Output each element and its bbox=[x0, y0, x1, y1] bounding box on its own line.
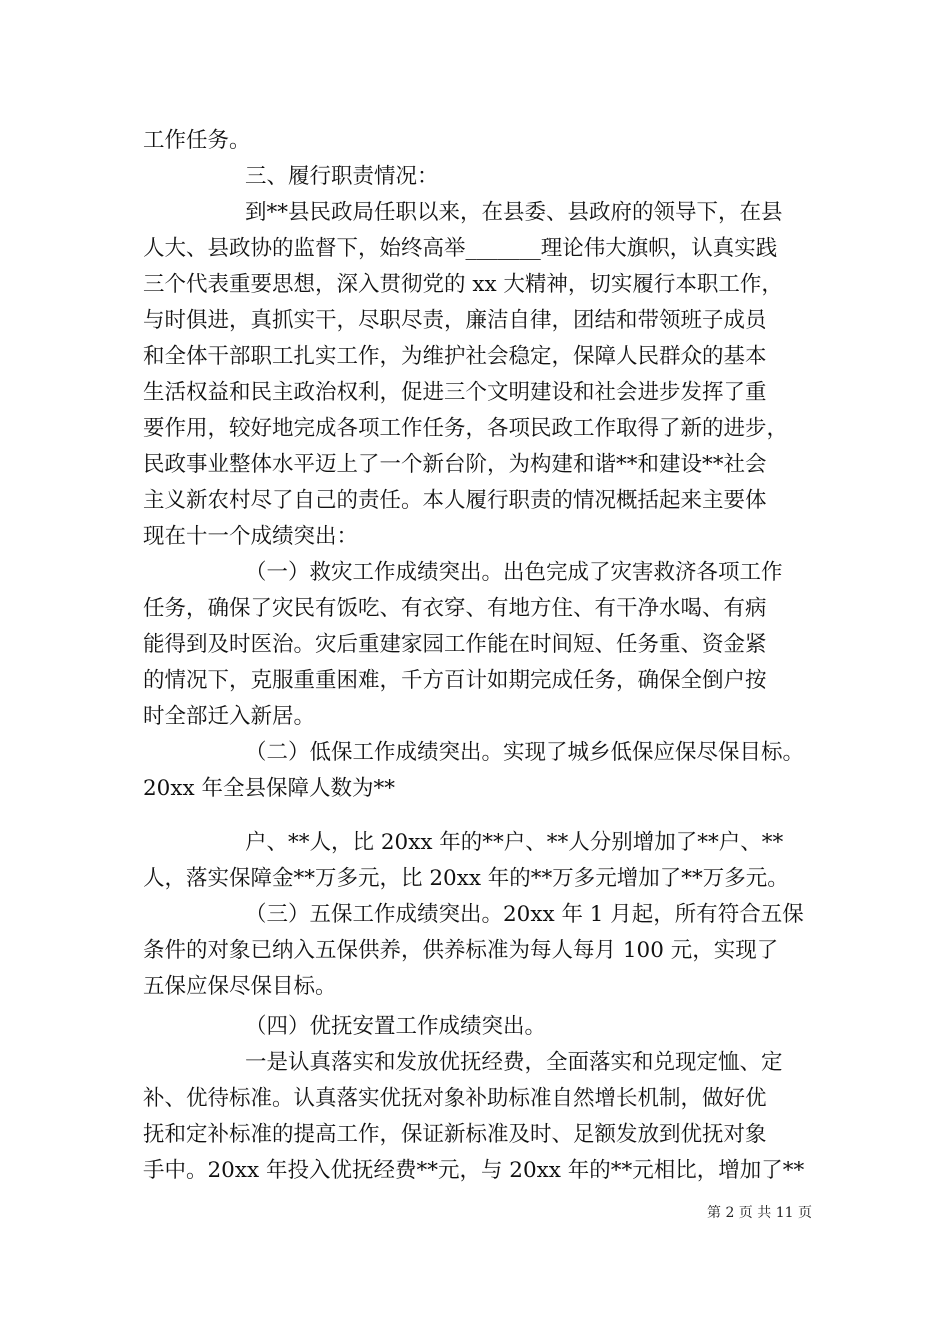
text-line: 民政事业整体水平迈上了一个新台阶，为构建和谐**和建设**社会 bbox=[143, 452, 767, 477]
text-line: （四）优抚安置工作成绩突出。 bbox=[245, 1014, 547, 1039]
text-line: 到**县民政局任职以来，在县委、县政府的领导下，在县 bbox=[245, 200, 783, 225]
text-line: 时全部迁入新居。 bbox=[143, 704, 316, 729]
text-line: 工作任务。 bbox=[143, 128, 251, 153]
text-line: 补、优待标准。认真落实优抚对象补助标准自然增长机制，做好优 bbox=[143, 1086, 767, 1111]
text-line: 与时俱进，真抓实干，尽职尽责，廉洁自律，团结和带领班子成员 bbox=[143, 308, 767, 333]
text-line: 抚和定补标准的提高工作，保证新标准及时、足额发放到优抚对象 bbox=[143, 1122, 767, 1147]
text-line: 20xx 年全县保障人数为** bbox=[143, 776, 395, 801]
text-line: （一）救灾工作成绩突出。出色完成了灾害救济各项工作 bbox=[245, 560, 783, 585]
text-line: （二）低保工作成绩突出。实现了城乡低保应保尽保目标。 bbox=[245, 740, 805, 765]
text-line: 任务，确保了灾民有饭吃、有衣穿、有地方住、有干净水喝、有病 bbox=[143, 596, 767, 621]
section-heading: 三、履行职责情况： bbox=[245, 164, 439, 189]
page-number: 第 2 页 共 11 页 bbox=[707, 1205, 812, 1221]
text-line: 的情况下，克服重重困难，千方百计如期完成任务，确保全倒户按 bbox=[143, 668, 767, 693]
text-line: 户、**人，比 20xx 年的**户、**人分别增加了**户、** bbox=[245, 830, 784, 855]
text-line: 一是认真落实和发放优抚经费，全面落实和兑现定恤、定 bbox=[245, 1050, 783, 1075]
text-line: （三）五保工作成绩突出。20xx 年 1 月起，所有符合五保 bbox=[245, 902, 804, 927]
text-line: 五保应保尽保目标。 bbox=[143, 974, 337, 999]
text-line: 人，落实保障金**万多元，比 20xx 年的**万多元增加了**万多元。 bbox=[143, 866, 789, 891]
text-line: 现在十一个成绩突出： bbox=[143, 524, 359, 549]
text-line: 主义新农村尽了自己的责任。本人履行职责的情况概括起来主要体 bbox=[143, 488, 767, 513]
text-line: 条件的对象已纳入五保供养，供养标准为每人每月 100 元，实现了 bbox=[143, 938, 779, 963]
text-line: 生活权益和民主政治权利，促进三个文明建设和社会进步发挥了重 bbox=[143, 380, 767, 405]
text-line: 和全体干部职工扎实工作，为维护社会稳定，保障人民群众的基本 bbox=[143, 344, 767, 369]
text-line: 要作用，较好地完成各项工作任务，各项民政工作取得了新的进步， bbox=[143, 416, 789, 441]
text-line: 能得到及时医治。灾后重建家园工作能在时间短、任务重、资金紧 bbox=[143, 632, 767, 657]
text-line: 手中。20xx 年投入优抚经费**元，与 20xx 年的**元相比，增加了** bbox=[143, 1158, 805, 1183]
text-line: 三个代表重要思想，深入贯彻党的 xx 大精神，切实履行本职工作， bbox=[143, 272, 783, 297]
text-line: 人大、县政协的监督下，始终高举_______理论伟大旗帜，认真实践 bbox=[143, 236, 778, 261]
